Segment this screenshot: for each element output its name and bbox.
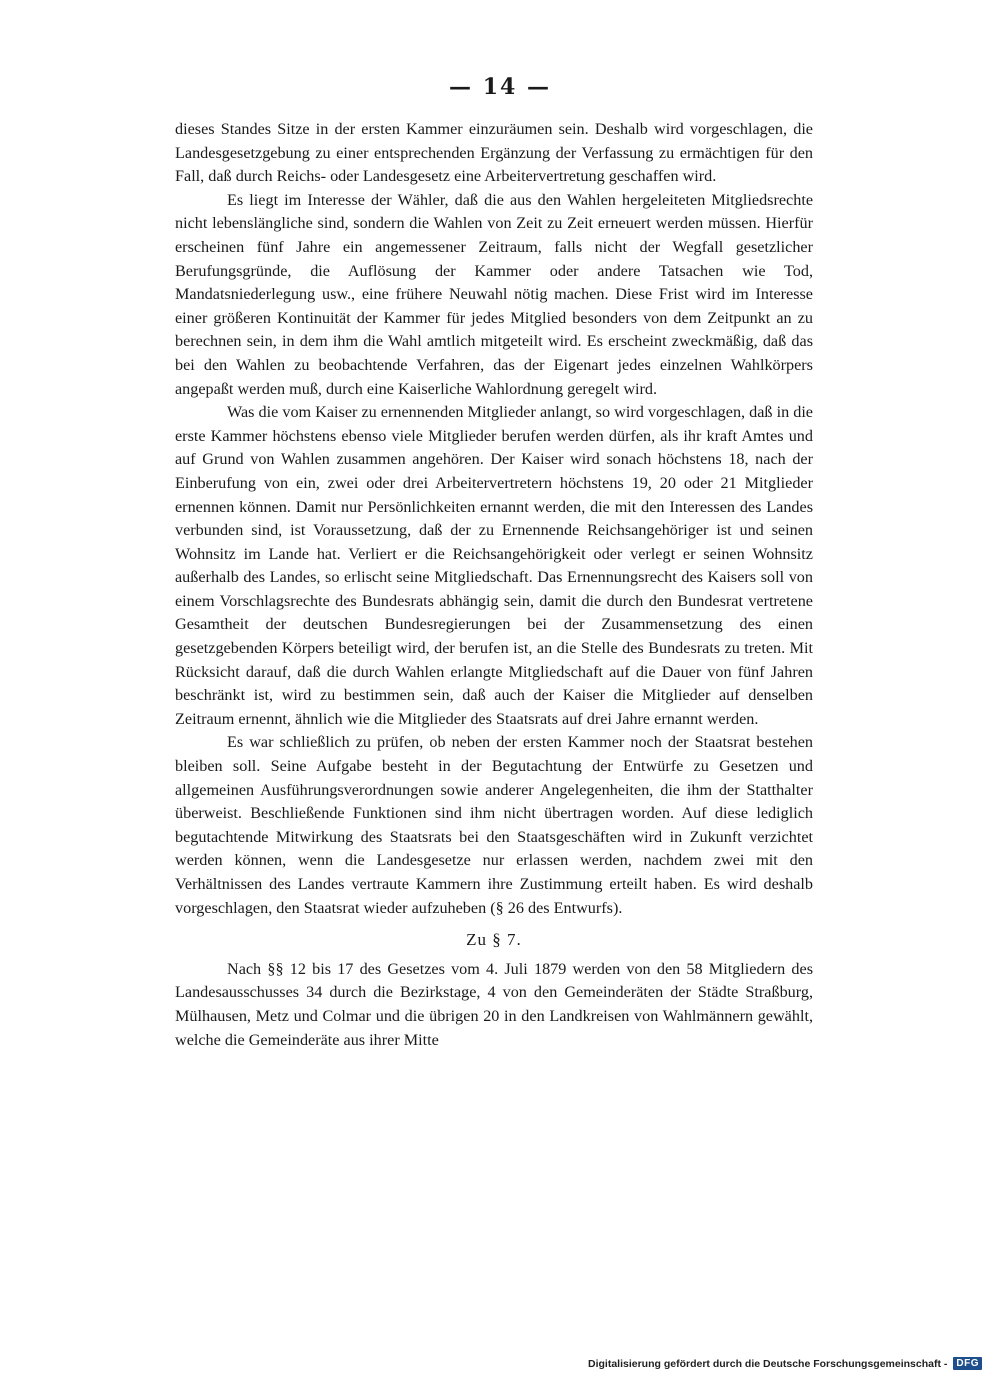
paragraph-1: dieses Standes Sitze in der ersten Kammer einzuräumen sein. Deshalb wird vorgeschlagen, die Landesgesetzgebung zu einer entsprechenden Ergänzung der Verfassung zu ermächtigen für den Fall, daß durch Reichs- oder Landesgesetz eine Arbeitervertretung geschaffen wird.: [175, 120, 813, 186]
paragraph-3: Was die vom Kaiser zu ernennenden Mitglieder anlangt, so wird vorgeschlagen, daß in die erste Kammer höchstens ebenso viele Mitglieder berufen werden dürfen, als ihr kraft Amtes und auf Grund von Wahlen zusammen angehören. Der Kaiser wird sonach höchstens 18, nach der Einberufung von ein, zwei oder drei Arbeitervertretern höchstens 19, 20 oder 21 Mitglieder ernennen können. Damit nur Persönlichkeiten ernannt werden, die mit den Interessen des Landes verbunden sind, ist Voraussetzung, daß der zu Ernennende Reichsangehöriger ist und seinen Wohnsitz im Lande hat. Verliert er die Reichsangehörigkeit oder verlegt er seinen Wohnsitz außerhalb des Landes, so erlischt seine Mitgliedschaft. Das Ernennungsrecht des Kaisers soll von einem Vorschlagsrechte des Bundesrats abhängig sein, damit die durch den Bundesrat vertretene Gesamtheit der deutschen Bundesregierungen bei der Zusammensetzung des einen gesetzgebenden Körpers beteiligt wird, der berufen ist, an die Stelle des Bundesrats zu treten. Mit Rücksicht darauf, daß die durch Wahlen erlangte Mitgliedschaft auf die Dauer von fünf Jahren beschränkt ist, wird zu bestimmen sein, daß auch der Kaiser die Mitglieder auf denselben Zeitraum ernennt, ähnlich wie die Mitglieder des Staatsrats auf drei Jahre ernannt werden.: [175, 403, 813, 728]
section-paragraph: Nach §§ 12 bis 17 des Gesetzes vom 4. Juli 1879 werden von den 58 Mitgliedern des Landesausschusses 34 durch die Bezirkstage, 4 von den Gemeinderäten der Städte Straßburg, Mülhausen, Metz und Colmar und die übrigen 20 in den Landkreisen von Wahlmännern gewählt, welche die Gemeinderäte aus ihrer Mitte: [175, 959, 813, 1049]
paragraph-4: Es war schließlich zu prüfen, ob neben der ersten Kammer noch der Staatsrat bestehen bleiben soll. Seine Aufgabe besteht in der Begutachtung der Entwürfe zu Gesetzen und allgemeinen Ausführungsverordnungen sowie anderer Angelegenheiten, die ihm der Statthalter überweist. Beschließende Funktionen sind ihm nicht übertragen worden. Auf diese lediglich begutachtende Mitwirkung des Staatsrats bei den Staatsgeschäften wird in Zukunft verzichtet werden können, wenn die Landesgesetze nur erlassen werden, nachdem zwei mit den Verhältnissen des Landes vertraute Kammern ihre Zustimmung erteilt haben. Es wird deshalb vorgeschlagen, den Staatsrat wieder aufzuheben (§ 26 des Entwurfs).: [175, 733, 813, 917]
dfg-logo: DFG: [953, 1357, 982, 1370]
paragraph-2: Es liegt im Interesse der Wähler, daß die aus den Wahlen hergeleiteten Mitgliedsrechte nicht lebenslängliche sind, sondern die Wahlen von Zeit zu Zeit erneuert werden müssen. Hierfür erscheinen fünf Jahre ein angemessener Zeitraum, falls nicht der Wegfall gesetzlicher Berufungsgründe, die Auflösung der Kammer oder andere Tatsachen wie Tod, Mandatsniederlegung usw., eine frühere Neuwahl nötig machen. Diese Frist wird im Interesse einer größeren Kontinuität der Kammer für jedes Mitglied besonders von dem Zeitpunkt an zu berechnen sein, in dem ihm die Wahl amtlich mitgeteilt wird. Es erscheint zweckmäßig, daß das bei den Wahlen zu beobachtende Verfahren, das der Eigenart jedes einzelnen Wahlkörpers angepaßt werden muß, durch eine Kaiserliche Wahlordnung geregelt wird.: [175, 190, 813, 398]
body-text: [175, 118, 813, 1052]
funding-note: Digitalisierung gefördert durch die Deutsche Forschungsgemeinschaft -: [588, 1357, 948, 1370]
page-number: — 14 —: [449, 74, 551, 100]
section-heading: Zu § 7.: [466, 930, 522, 950]
funding-footer: [588, 1357, 982, 1370]
